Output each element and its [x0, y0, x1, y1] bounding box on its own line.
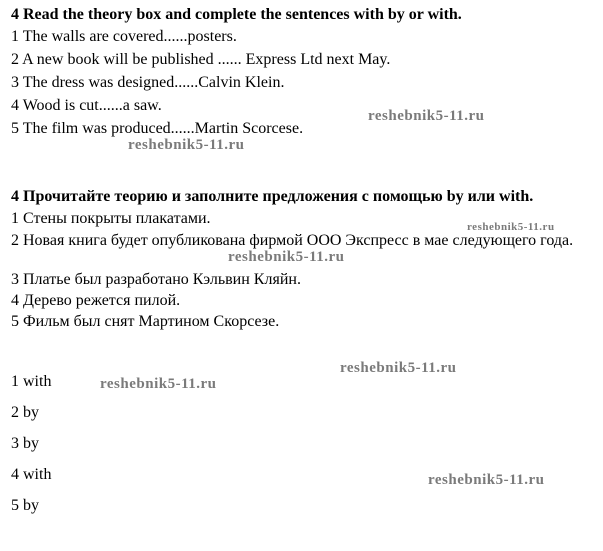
sentence-en-5: 5 The film was produced......Martin Scorcese. — [11, 120, 304, 137]
sentence-ru-1: 1 Стены покрыты плакатами. — [11, 210, 211, 227]
task-title-en: 4 Read the theory box and complete the sentences with by or with. — [11, 6, 462, 23]
answer-5: 5 by — [11, 497, 39, 514]
sentence-ru-3: 3 Платье был разработано Кэльвин Кляйн. — [11, 271, 301, 288]
watermark: reshebnik5-11.ru — [340, 360, 457, 376]
sentence-en-1: 1 The walls are covered......posters. — [11, 28, 237, 45]
sentence-ru-2: 2 Новая книга будет опубликована фирмой ООО Экспресс в мае следующего года. — [11, 232, 574, 249]
answer-3: 3 by — [11, 435, 39, 452]
watermark: reshebnik5-11.ru — [100, 376, 217, 392]
sentence-ru-4: 4 Дерево режется пилой. — [11, 292, 181, 309]
answer-4: 4 with — [11, 466, 52, 483]
watermark: reshebnik5-11.ru — [228, 249, 345, 265]
sentence-ru-5: 5 Фильм был снят Мартином Скорсезе. — [11, 313, 280, 330]
sentence-en-4: 4 Wood is cut......a saw. — [11, 97, 162, 114]
sentence-en-3: 3 The dress was designed......Calvin Klein. — [11, 74, 285, 91]
watermark: reshebnik5-11.ru — [368, 108, 485, 124]
answer-1: 1 with — [11, 373, 52, 390]
watermark: reshebnik5-11.ru — [428, 472, 545, 488]
sentence-en-2: 2 A new book will be published ...... Express Ltd next May. — [11, 51, 391, 68]
task-title-ru: 4 Прочитайте теорию и заполните предложения с помощью by или with. — [11, 188, 534, 205]
answer-2: 2 by — [11, 404, 39, 421]
watermark: reshebnik5-11.ru — [467, 221, 555, 233]
watermark: reshebnik5-11.ru — [128, 137, 245, 153]
